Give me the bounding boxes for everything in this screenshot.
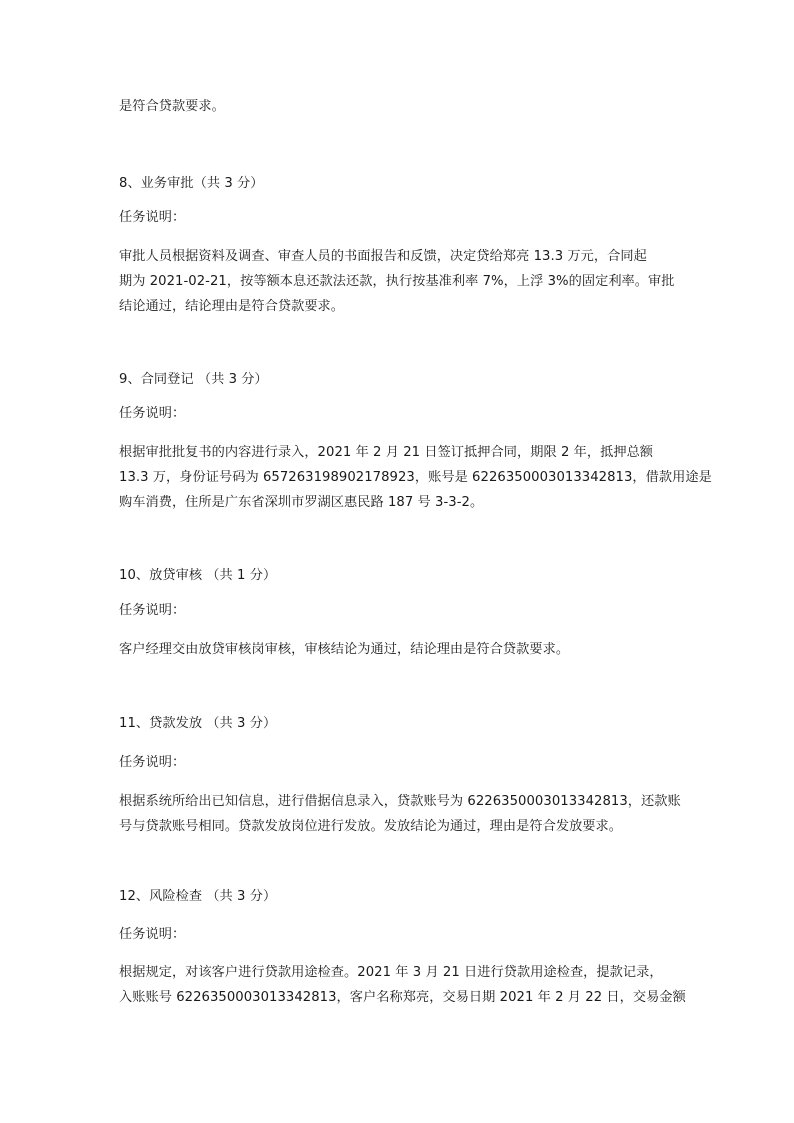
section-9-task-label: 任务说明： bbox=[119, 406, 186, 421]
section-9-heading: 9、合同登记 （共 3 分） bbox=[119, 372, 268, 387]
section-10-line-1: 客户经理交由放贷审核岗审核，审核结论为通过，结论理由是符合贷款要求。 bbox=[119, 642, 570, 657]
section-10-heading: 10、放贷审核 （共 1 分） bbox=[119, 568, 277, 583]
section-9-line-3: 购车消费，住所是广东省深圳市罗湖区惠民路 187 号 3-3-2。 bbox=[119, 495, 484, 510]
section-8-line-3: 结论通过，结论理由是符合贷款要求。 bbox=[119, 299, 345, 314]
section-11-line-2: 号与贷款账号相同。贷款发放岗位进行发放。发放结论为通过，理由是符合发放要求。 bbox=[119, 819, 623, 834]
section-8-task-label: 任务说明： bbox=[119, 210, 186, 225]
section-12-task-label: 任务说明： bbox=[119, 927, 186, 942]
section-12-line-2: 入账账号 6226350003013342813，客户名称郑亮，交易日期 2021 年 2 月 22 日，交易金额 bbox=[119, 990, 686, 1005]
section-11-line-1: 根据系统所给出已知信息，进行借据信息录入，贷款账号为 6226350003013342813，还款账 bbox=[119, 794, 681, 809]
section-9-line-1: 根据审批批复书的内容进行录入，2021 年 2 月 21 日签订抵押合同，期限 2 年，抵押总额 bbox=[119, 445, 654, 460]
section-10-task-label: 任务说明： bbox=[119, 603, 186, 618]
section-12-heading: 12、风险检查 （共 3 分） bbox=[119, 889, 277, 904]
section-9-line-2: 13.3 万，身份证号码为 657263198902178923，账号是 6226350003013342813，借款用途是 bbox=[119, 470, 712, 485]
section-8-heading: 8、业务审批（共 3 分） bbox=[119, 176, 264, 191]
section-8-line-2: 期为 2021-02-21，按等额本息还款法还款，执行按基准利率 7%，上浮 3%的固定利率。审批 bbox=[119, 274, 675, 289]
section-11-heading: 11、贷款发放 （共 3 分） bbox=[119, 716, 277, 731]
section-12-line-1: 根据规定，对该客户进行贷款用途检查。2021 年 3 月 21 日进行贷款用途检查，提款记录， bbox=[119, 965, 663, 980]
section-11-task-label: 任务说明： bbox=[119, 755, 186, 770]
intro-paragraph-tail: 是符合贷款要求。 bbox=[119, 99, 225, 114]
section-8-line-1: 审批人员根据资料及调查、审查人员的书面报告和反馈，决定贷给郑亮 13.3 万元，合同起 bbox=[119, 249, 647, 264]
